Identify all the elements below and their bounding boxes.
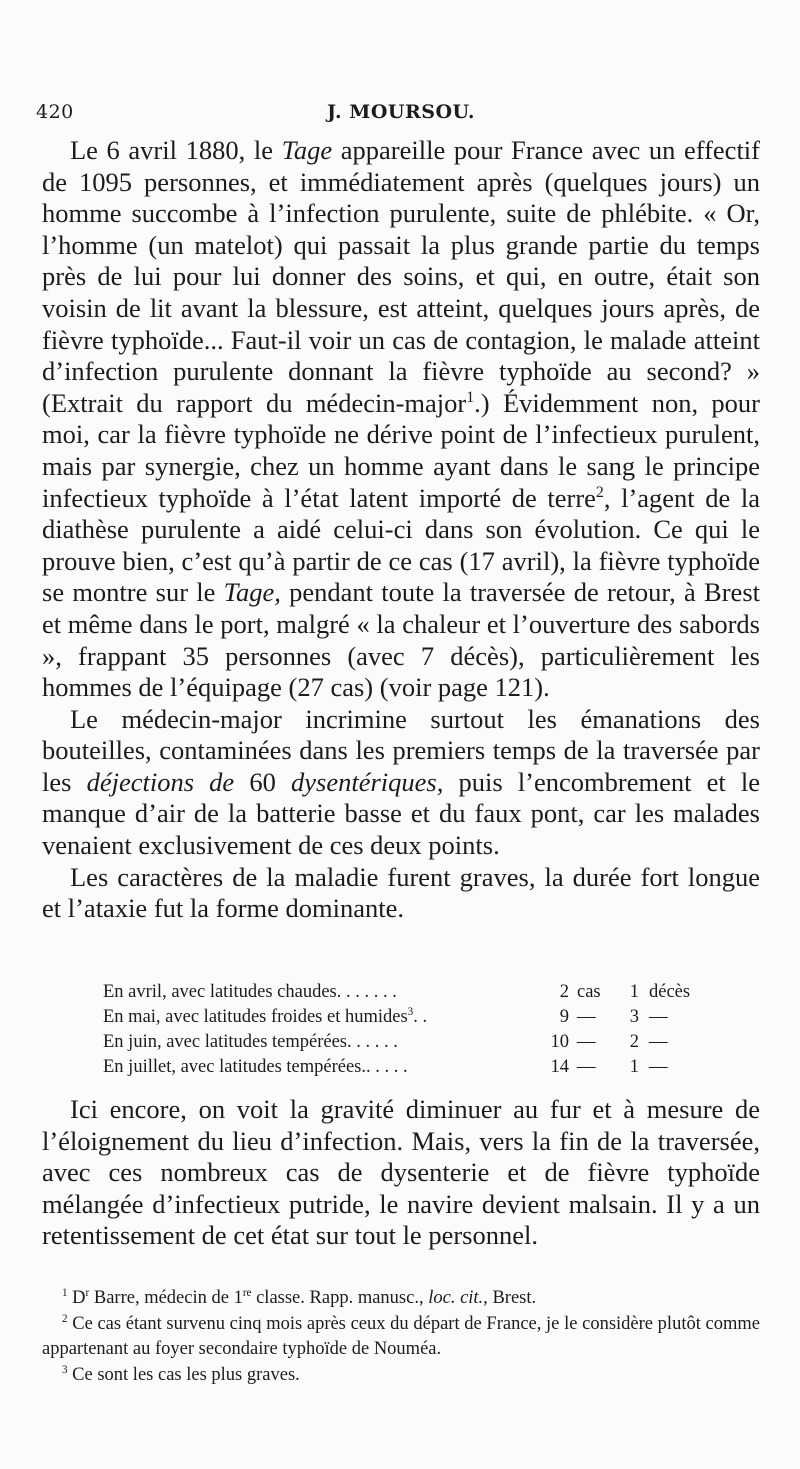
stats-label-text: En juillet, avec latitudes tempérées.. . . . . (103, 1057, 408, 1077)
superscript: r (85, 1286, 90, 1299)
cases-unit: — (577, 1057, 596, 1077)
footnote (42, 1363, 760, 1389)
text-run: classe. Rapp. manusc., (251, 1288, 429, 1308)
text-run: Le 6 avril 1880, le (70, 135, 282, 165)
text-run: Ce cas étant survenu cinq mois après ceux du départ de France, je le considère plutôt comme appartenant au foyer secondaire typhoïde de Nouméa. (42, 1313, 760, 1359)
footnote-marker: 2 (62, 1312, 68, 1325)
stats-label (103, 1055, 408, 1080)
superscript: 1 (466, 388, 475, 406)
main-text (42, 135, 760, 925)
italic-text: déjections de (86, 766, 235, 797)
deaths-unit: — (649, 1032, 668, 1052)
deaths-unit: décès (649, 982, 691, 1002)
superscript: 2 (595, 483, 604, 501)
text-run: puis l’encombrement et le manque d’air de la batterie basse et du faux pont, car les malades venaient exclusivement de ces deux points. (42, 766, 761, 861)
text-run: Ce sont les cas les plus graves. (67, 1364, 300, 1385)
superscript: re (242, 1286, 252, 1299)
footnote (42, 1286, 760, 1312)
stats-label-tail: . . (413, 1007, 428, 1027)
stats-label (103, 1005, 427, 1030)
stats-row (103, 1055, 723, 1080)
cases-count: 9 (559, 1007, 569, 1027)
stats-label-text: En mai, avec latitudes froides et humides (103, 1007, 408, 1027)
cases-unit: — (577, 1032, 596, 1052)
footnote-ref: 3 (407, 1005, 414, 1018)
italic-text: Tage (281, 135, 333, 165)
deaths-count: 2 (629, 1032, 639, 1052)
text-run: pendant toute la traversée de retour, à Brest et même dans le port, malgré « la chaleur et l’ouverture des sabords », frappant 35 personnes (avec 7 décès), particulièrement les hommes de l’équipage (27 cas) (voir page 121). (42, 577, 760, 703)
italic-text: Tage, (223, 577, 281, 608)
paragraph (42, 704, 760, 862)
cases-count: 2 (559, 982, 569, 1002)
text-run: Le médecin-major incrimine surtout les émanations des bouteilles, contaminées dans les premiers temps de la traversée par les (42, 703, 760, 797)
cases-count: 14 (550, 1057, 569, 1077)
text-run: D (67, 1288, 86, 1308)
running-header (36, 101, 766, 131)
text-run: appareille pour France avec un effectif de 1095 personnes, et immédiatement après (quelques jours) un homme succombe à l’infection purulente, suite de phlébite. « Or, l’homme (un matelot) qui passait la plus grande partie du temps près de lui pour lui donner des soins, et qui, en outre, était son voisin de lit avant la blessure, est atteint, quelques jours après, de fièvre typhoïde... Faut-il voir un cas de contagion, le malade atteint d’infection purulente donnant la fièvre typhoïde au second? » (Extrait du rapport du médecin-major (42, 135, 760, 418)
page-number: 420 (36, 101, 74, 123)
closing-text (42, 1094, 760, 1252)
paragraph: Ici encore, on voit la gravité diminuer au fur et à mesure de l’éloignement du lieu d’infection. Mais, vers la fin de la traversée, avec ces nombreux cas de dysenterie et de fièvre typhoïde mélangée d’infectieux putride, le navire devient malsain. Il y a un retentissement de cet état sur tout le personnel. (42, 1094, 760, 1251)
footnotes (42, 1286, 760, 1388)
text-run: , l’agent de la diathèse purulente a aidé celui-ci dans son évolution. Ce qui le prouve bien, c’est qu’à partir de ce cas (17 avril), la fièvre typhoïde se montre sur le (42, 482, 761, 608)
cases-count: 10 (550, 1032, 569, 1052)
deaths-unit: — (649, 1057, 668, 1077)
stats-row (103, 980, 723, 1005)
paragraph (42, 862, 760, 925)
text-run: Les caractères de la maladie furent graves, la durée fort longue et l’ataxie fut la forme dominante. (42, 861, 760, 924)
text-run: 60 (234, 766, 291, 797)
footnote-marker: 1 (62, 1286, 68, 1299)
deaths-unit: — (649, 1007, 668, 1027)
deaths-count: 1 (629, 982, 639, 1002)
stats-label (103, 980, 397, 1005)
text-run: Barre, médecin de 1 (89, 1288, 243, 1308)
text-run: Brest. (487, 1288, 537, 1308)
cases-unit: cas (577, 982, 601, 1002)
italic-text: loc. cit., (428, 1288, 488, 1308)
deaths-count: 3 (629, 1007, 639, 1027)
stats-label (103, 1030, 398, 1055)
stats-label-text: En avril, avec latitudes chaudes. . . . . . . (103, 982, 397, 1002)
stats-row (103, 1030, 723, 1055)
stats-row (103, 1005, 723, 1030)
italic-text: dysentériques, (291, 766, 444, 797)
monthly-statistics (103, 980, 723, 1080)
footnote (42, 1312, 760, 1363)
stats-label-text: En juin, avec latitudes tempérées. . . . . . (103, 1032, 398, 1052)
footnote-marker: 3 (62, 1363, 68, 1376)
text-run: .) Évidemment non, pour moi, car la fièvre typhoïde ne dérive point de l’infectieux purulent, mais par synergie, chez un homme ayant dans le sang le principe infectieux typhoïde à l’état latent importé de terre (42, 387, 761, 513)
paragraph (42, 135, 760, 704)
cases-unit: — (577, 1007, 596, 1027)
deaths-count: 1 (629, 1057, 639, 1077)
running-title: J. MOURSOU. (327, 101, 475, 123)
